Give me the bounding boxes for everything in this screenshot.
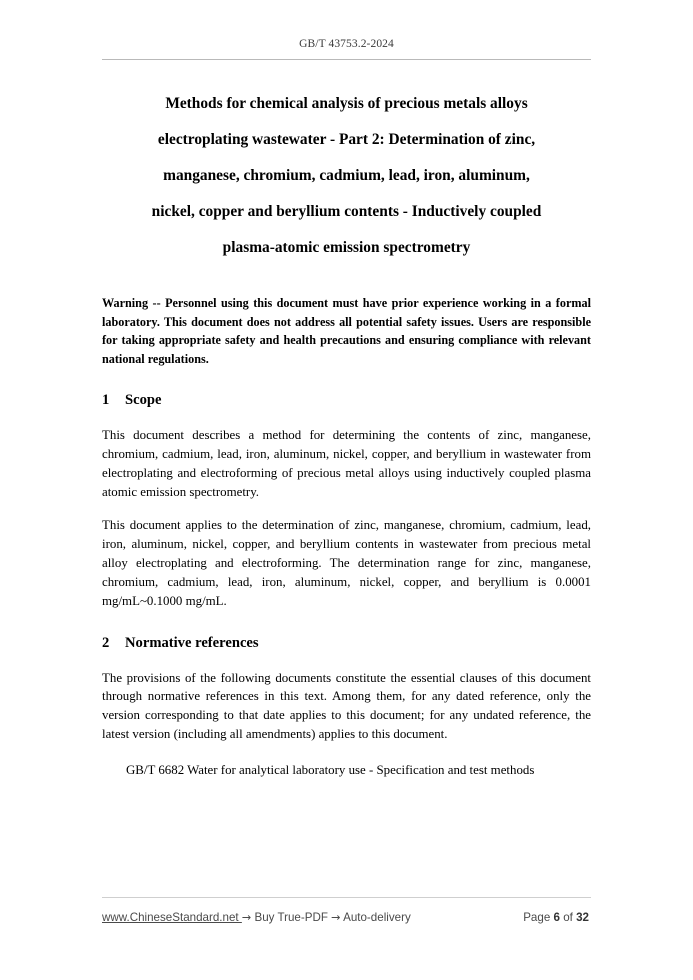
- footer-offer-auto-delivery: Auto-delivery: [340, 911, 411, 924]
- page-header: [102, 38, 591, 60]
- section-number: 2: [102, 634, 110, 651]
- normative-references-paragraph-1: The provisions of the following documents constitute the essential clauses of this document through normative references in this text. Among them, for any dated reference, only the version corresponding to that date applies to this document; for any undated reference, the latest version (including all amendments) applies to this document.: [102, 670, 591, 742]
- document-title: [102, 86, 591, 266]
- section-heading-scope: [102, 390, 591, 410]
- page-indicator: [523, 911, 591, 924]
- title-line: Methods for chemical analysis of precious metals alloys: [165, 95, 528, 112]
- site-url-link[interactable]: www.ChineseStandard.net: [102, 911, 242, 924]
- section-heading-normative-references: [102, 633, 591, 653]
- section-title: Normative references: [125, 634, 259, 651]
- warning-notice: Warning -- Personnel using this document must have prior experience working in a formal laboratory. This document does not address all potential safety issues. Users are responsible for taking appropriate safety and health precautions and ensuring compliance with relevant national regulations.: [102, 296, 591, 366]
- title-line: nickel, copper and beryllium contents - Inductively coupled: [151, 203, 542, 220]
- footer-promo: [102, 911, 411, 924]
- header-divider: [102, 59, 591, 60]
- title-line: electroplating wastewater - Part 2: Determination of zinc,: [157, 131, 536, 148]
- footer-offer-buy-pdf: Buy True-PDF: [251, 911, 332, 924]
- page-label: Page: [523, 911, 551, 924]
- page-footer: [102, 897, 591, 924]
- section-number: 1: [102, 392, 110, 409]
- standard-code-header: GB/T 43753.2-2024: [299, 38, 394, 50]
- document-content: [102, 86, 591, 793]
- arrow-right-icon: →: [241, 911, 252, 924]
- of-label: of: [563, 911, 573, 924]
- arrow-right-icon: →: [331, 911, 341, 924]
- footer-row: [102, 911, 591, 924]
- total-page-count: 32: [576, 911, 589, 924]
- title-line: manganese, chromium, cadmium, lead, iron, aluminum,: [163, 167, 530, 184]
- scope-paragraph-1: This document describes a method for determining the contents of zinc, manganese, chromium, cadmium, lead, iron, aluminum, nickel, copper, and beryllium in wastewater from electroplating and electroforming of precious metal alloys using inductively coupled plasma atomic emission spectrometry.: [102, 428, 591, 500]
- footer-divider: [102, 897, 591, 898]
- scope-paragraph-2: This document applies to the determination of zinc, manganese, chromium, cadmium, lead, iron, aluminum, nickel, copper, and beryllium contents in wastewater from precious metal alloy electroplating and electroforming. The determination range for zinc, manganese, chromium, cadmium, lead, iron, aluminum, nickel, copper, and beryllium is 0.0001 mg/mL~0.1000 mg/mL.: [102, 518, 591, 608]
- title-line: plasma-atomic emission spectrometry: [222, 239, 471, 256]
- normative-reference-entry: GB/T 6682 Water for analytical laboratory use - Specification and test methods: [126, 763, 535, 778]
- current-page-number: 6: [553, 911, 560, 924]
- section-title: Scope: [125, 392, 162, 409]
